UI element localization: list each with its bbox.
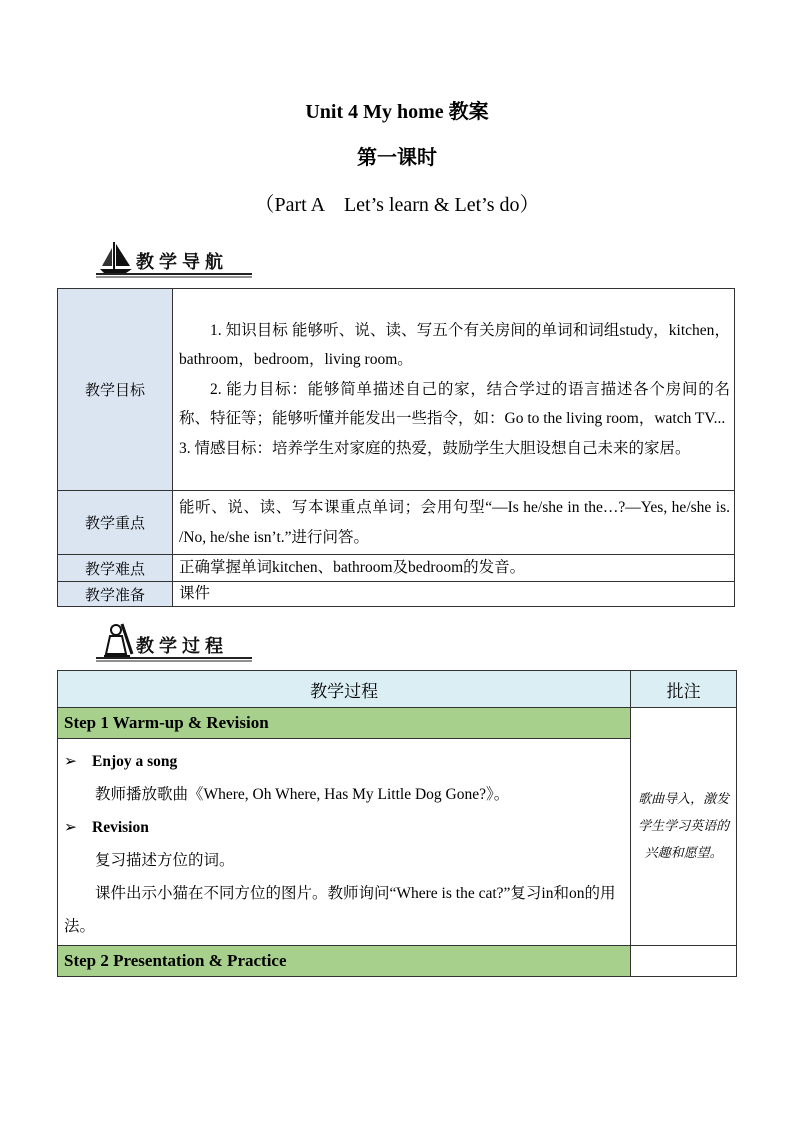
process-column-header: 教学过程 [58, 671, 631, 708]
lesson-number: 第一课时 [357, 147, 437, 169]
step1-body [58, 739, 631, 946]
key-points-text: 能听、说、读、写本课重点单词；会用句型“—Is he/she in the…?—Yes, he/she is. /No, he/she isn’t.”进行问答。 [173, 491, 735, 555]
enjoy-song-title: Enjoy a song [92, 753, 178, 770]
key-points-row [58, 491, 735, 555]
preparation-row [58, 582, 735, 607]
step2-row [58, 946, 737, 977]
document-title: Unit 4 My home 教案 [305, 101, 489, 123]
step1-note: 歌曲导入，激发学生学习英语的兴趣和愿望。 [631, 708, 737, 946]
step1-row [58, 708, 737, 739]
revision-text-2: 课件出示小猫在不同方位的图片。教师询问“Where is the cat?”复习in和on的用法。 [64, 885, 616, 935]
process-header-row [58, 671, 737, 708]
preparation-text: 课件 [173, 582, 735, 607]
objectives-row [58, 289, 735, 491]
enjoy-song-text: 教师播放歌曲《Where, Oh Where, Has My Little Dog Gone?》。 [95, 786, 510, 803]
objective-ability: 2. 能力目标：能够简单描述自己的家，结合学过的语言描述各个房间的名称、特征等；能够听懂并能发出一些指令，如：Go to the living room，watch TV... [179, 380, 730, 428]
objective-knowledge: 1. 知识目标 能够听、说、读、写五个有关房间的单词和词组study，kitchen，bathroom，bedroom，living room。 [179, 321, 730, 369]
teaching-process-table [57, 670, 737, 977]
lesson-part: （Part A Let’s learn & Let’s do） [254, 194, 540, 216]
lesson-overview-table [57, 288, 735, 607]
bullet-revision [64, 811, 624, 844]
key-points-label: 教学重点 [58, 491, 173, 555]
objective-emotion: 3. 情感目标：培养学生对家庭的热爱，鼓励学生大胆设想自己未来的家居。 [179, 439, 691, 457]
difficulty-label: 教学难点 [58, 555, 173, 582]
banner-nav-label: 教学导航 [136, 252, 228, 273]
revision-text-1: 复习描述方位的词。 [95, 852, 235, 869]
step2-note [631, 946, 737, 977]
objectives-label: 教学目标 [58, 289, 173, 491]
section-banner-process [92, 620, 256, 664]
arrow-bullet-icon: ➢ [64, 819, 77, 836]
banner-process-text: 教学过程 [136, 636, 228, 657]
arrow-bullet-icon: ➢ [64, 753, 77, 770]
difficulty-text: 正确掌握单词kitchen、bathroom及bedroom的发音。 [173, 555, 735, 582]
difficulty-row [58, 555, 735, 582]
revision-title: Revision [92, 819, 149, 836]
bullet-enjoy-song [64, 745, 624, 778]
objectives-cell [173, 289, 735, 491]
section-banner-nav [92, 236, 256, 280]
preparation-label: 教学准备 [58, 582, 173, 607]
step2-heading: Step 2 Presentation & Practice [58, 946, 631, 977]
step1-heading: Step 1 Warm-up & Revision [58, 708, 631, 739]
banner-process-label [136, 632, 228, 658]
notes-column-header: 批注 [631, 671, 737, 708]
